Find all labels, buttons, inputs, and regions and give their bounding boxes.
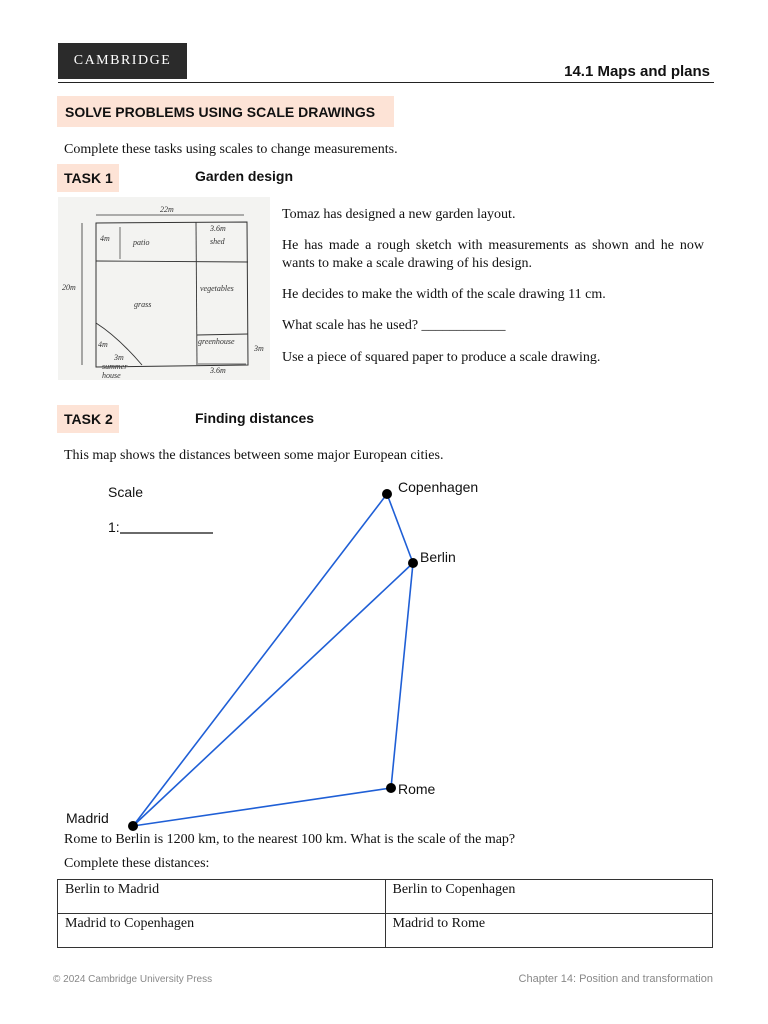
route-madrid-rome [133,788,391,826]
task2-title: Finding distances [195,410,315,426]
berlin-label: Berlin [420,549,456,565]
task1-p1: Tomaz has designed a new garden layout. [282,207,516,222]
shed-label: shed [210,237,225,246]
patio-label: patio [133,238,150,247]
summer-house-label: summer [102,362,128,371]
activity-banner: SOLVE PROBLEMS USING SCALE DRAWINGS [57,96,394,127]
task1-p2: He has made a rough sketch with measurements as shown and he now wants to make a scale drawing of his design. [282,238,704,271]
task2-question: Rome to Berlin is 1200 km, to the nearest 100 km. What is the scale of the map? [64,832,516,847]
grass-label: grass [134,300,152,309]
task1-label: TASK 1 [57,164,119,192]
distances-table [57,879,713,948]
patio-height-label: 4m [100,234,110,243]
table-cell[interactable]: Madrid to Copenhagen [58,914,386,948]
route-madrid-copenhagen [133,494,387,826]
europe-distance-map [0,470,768,840]
summer-house-label-2: house [102,371,121,380]
madrid-label: Madrid [66,810,109,826]
shed-width-label: 3.6m [210,224,226,233]
copenhagen-marker [382,489,392,499]
footer-copyright: © 2024 Cambridge University Press [53,974,213,985]
madrid-marker [128,821,138,831]
task1-p3: He decides to make the width of the scale drawing 11 cm. [282,287,606,302]
table-row [58,914,713,948]
section-title: 14.1 Maps and plans [564,63,710,80]
task1-p4: What scale has he used? ____________ [282,318,506,333]
scale-prefix: 1: [108,519,120,535]
header-divider [58,82,714,83]
summer-height-label: 4m [98,340,108,349]
copenhagen-label: Copenhagen [398,479,479,495]
rome-label: Rome [398,781,436,797]
greenhouse-height-label: 3m [254,344,264,353]
table-row [58,880,713,914]
task2-complete: Complete these distances: [64,856,210,871]
garden-sketch [58,197,270,380]
task2-intro: This map shows the distances between some major European cities. [64,448,444,463]
table-cell[interactable]: Madrid to Rome [385,914,713,948]
scale-label: Scale [108,484,144,500]
rome-marker [386,783,396,793]
cambridge-logo: CAMBRIDGE [58,43,187,79]
table-cell[interactable]: Berlin to Copenhagen [385,880,713,914]
route-berlin-rome [391,563,413,788]
greenhouse-width-label: 3.6m [210,366,226,375]
greenhouse-label: greenhouse [198,337,235,346]
berlin-marker [408,558,418,568]
route-madrid-berlin [133,563,413,826]
intro-text: Complete these tasks using scales to change measurements. [64,142,398,157]
width-label: 22m [160,205,174,214]
task2-label: TASK 2 [57,405,119,433]
vegetables-label: vegetables [200,284,234,293]
route-copenhagen-berlin [387,494,413,563]
summer-width-label: 3m [114,353,124,362]
table-cell[interactable]: Berlin to Madrid [58,880,386,914]
task1-p5: Use a piece of squared paper to produce a scale drawing. [282,350,601,365]
footer-chapter: Chapter 14: Position and transformation [518,973,713,985]
height-label: 20m [62,283,76,292]
task1-title: Garden design [195,168,294,184]
